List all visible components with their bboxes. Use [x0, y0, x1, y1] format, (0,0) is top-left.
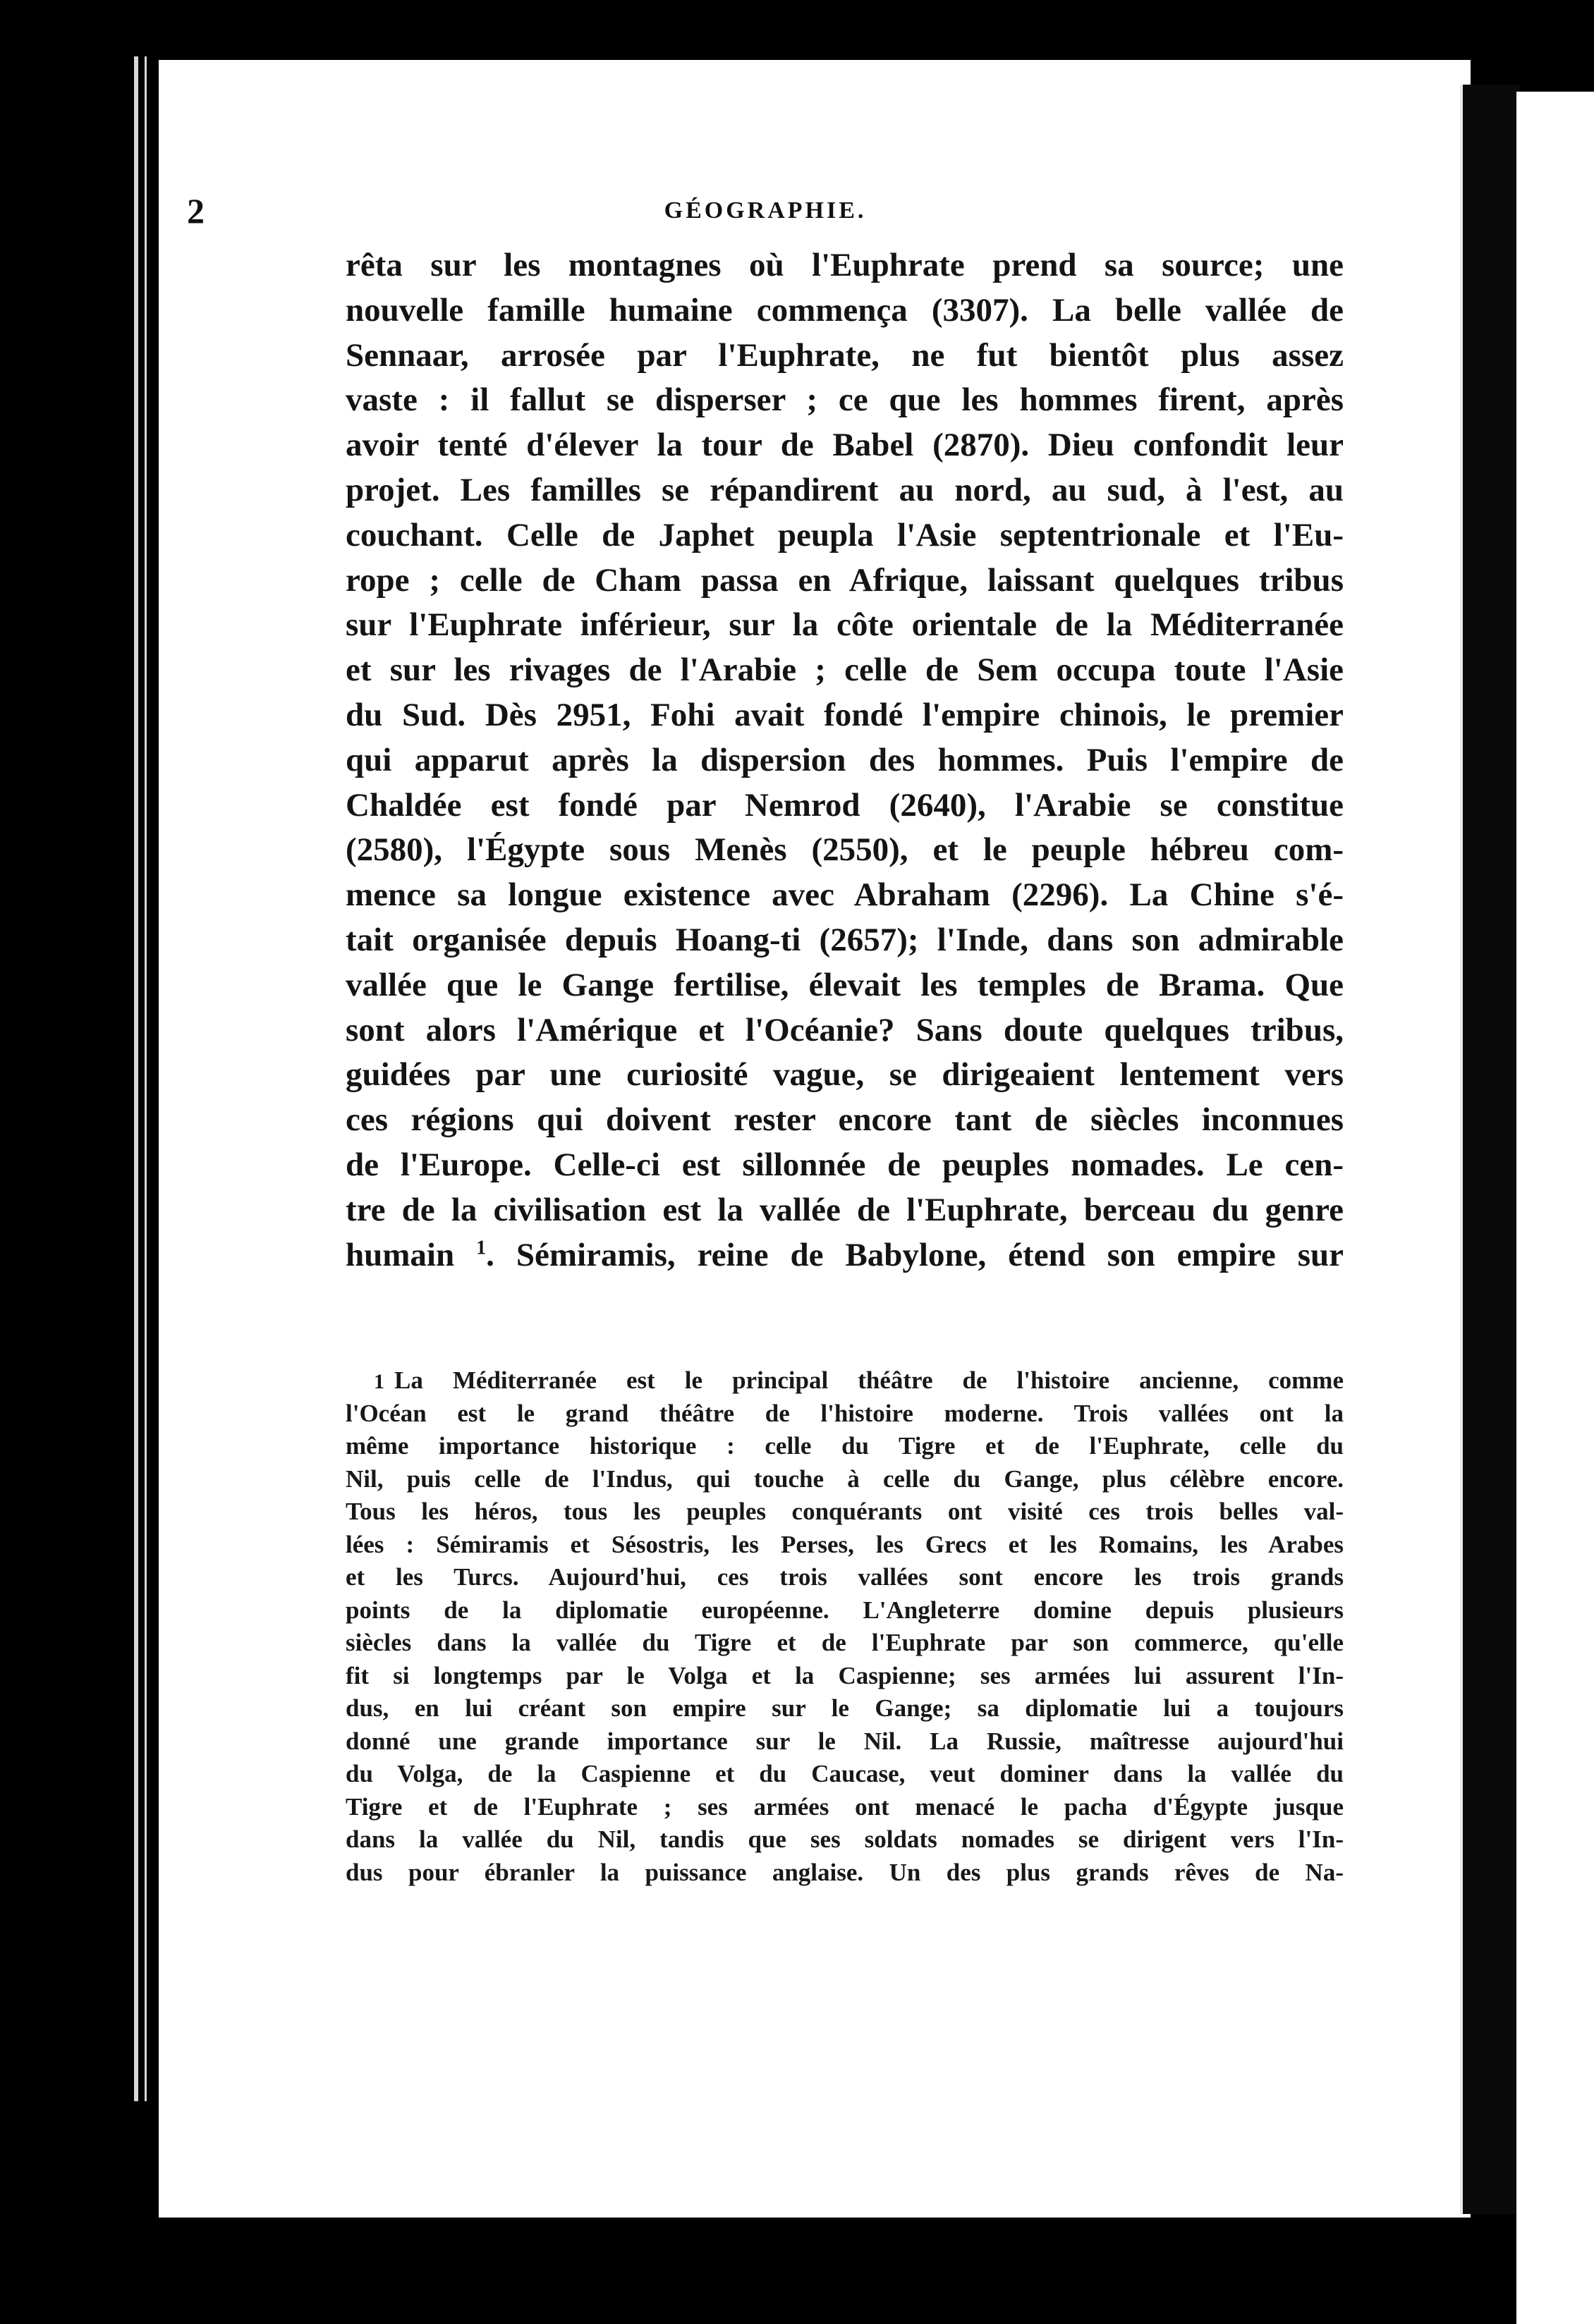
text-line: et sur les rivages de l'Arabie ; celle de Sem occupa toute l'Asie	[346, 652, 1344, 689]
running-head: GÉOGRAPHIE.	[664, 197, 867, 224]
text-line: qui apparut après la dispersion des hommes. Puis l'empire de	[346, 741, 1344, 778]
text-line: mence sa longue existence avec Abraham (2296). La Chine s'é-	[346, 876, 1344, 914]
footnote-number: 1	[374, 1370, 384, 1393]
footnote-line: Nil, puis celle de l'Indus, qui touche à celle du Gange, plus célèbre encore.	[346, 1464, 1344, 1493]
text-line: du Sud. Dès 2951, Fohi avait fondé l'empire chinois, le premier	[346, 696, 1344, 733]
text-line: ces régions qui doivent rester encore tant de siècles inconnues	[346, 1101, 1344, 1139]
footnote-line: l'Océan est le grand théâtre de l'histoire moderne. Trois vallées ont la	[346, 1399, 1344, 1427]
text-line: Chaldée est fondé par Nemrod (2640), l'Arabie se constitue	[346, 786, 1344, 824]
text-line-with-footnote-ref: humain $^1$. Sémiramis, reine de Babylone, étend son empire sur	[346, 1236, 1344, 1273]
text-line: vaste : il fallut se disperser ; ce que les hommes firent, après	[346, 381, 1344, 419]
footnote-line: lées : Sémiramis et Sésostris, les Perses, les Grecs et les Romains, les Arabes	[346, 1530, 1344, 1558]
footnote-line: Tigre et de l'Euphrate ; ses armées ont menacé le pacha d'Égypte jusque	[346, 1792, 1344, 1821]
footnote-line: du Volga, de la Caspienne et du Caucase, veut dominer dans la vallée du	[346, 1760, 1344, 1787]
footnote-line: points de la diplomatie européenne. L'Angleterre domine depuis plusieurs	[346, 1596, 1344, 1624]
text-line: tre de la civilisation est la vallée de l'Euphrate, berceau du genre	[346, 1191, 1344, 1228]
text-line: nouvelle famille humaine commença (3307). La belle vallée de	[346, 291, 1344, 329]
footnote-line: dans la vallée du Nil, tandis que ses soldats nomades se dirigent vers l'In-	[346, 1825, 1344, 1853]
text-line: vallée que le Gange fertilise, élevait les temples de Brama. Que	[346, 966, 1344, 1003]
page-fold-shadow	[1460, 85, 1519, 2214]
text-line: couchant. Celle de Japhet peupla l'Asie septentrionale et l'Eu-	[346, 516, 1344, 554]
footnote-line: dus, en lui créant son empire sur le Gange; sa diplomatie lui a toujours	[346, 1694, 1344, 1722]
scan-bottom-margin	[159, 2218, 1471, 2324]
text-line: (2580), l'Égypte sous Menès (2550), et le peuple hébreu com-	[346, 831, 1344, 869]
page-number: 2	[187, 191, 205, 231]
text-line: de l'Europe. Celle-ci est sillonnée de peuples nomades. Le cen-	[346, 1146, 1344, 1183]
next-page-edge	[1516, 92, 1594, 2324]
text-line: Sennaar, arrosée par l'Euphrate, ne fut bientôt plus assez	[346, 336, 1344, 374]
text-line: guidées par une curiosité vague, se dirigeaient lentement vers	[346, 1056, 1344, 1094]
text-line: projet. Les familles se répandirent au nord, au sud, à l'est, au	[346, 471, 1344, 508]
text-line: tait organisée depuis Hoang-ti (2657); l'Inde, dans son admirable	[346, 921, 1344, 958]
text-line: rope ; celle de Cham passa en Afrique, laissant quelques tribus	[346, 561, 1344, 599]
scan-left-margin	[0, 0, 145, 2324]
binding-edge-line	[134, 56, 138, 2101]
footnote-reference: 1	[476, 1236, 487, 1259]
footnote-line: et les Turcs. Aujourd'hui, ces trois vallées sont encore les trois grands	[346, 1563, 1344, 1591]
text-line: avoir tenté d'élever la tour de Babel (2870). Dieu confondit leur	[346, 427, 1344, 464]
footnote	[346, 1364, 1344, 1889]
footnote-line: siècles dans la vallée du Tigre et de l'Euphrate par son commerce, qu'elle	[346, 1629, 1344, 1656]
main-text	[346, 243, 1344, 1278]
text-fragment: humain	[346, 1236, 455, 1273]
text-line: sont alors l'Amérique et l'Océanie? Sans doute quelques tribus,	[346, 1011, 1344, 1048]
footnote-line: donné une grande importance sur le Nil. La Russie, maîtresse aujourd'hui	[346, 1727, 1344, 1755]
text-fragment: Sémiramis, reine de Babylone, étend son empire sur	[516, 1236, 1344, 1273]
text-line: rêta sur les montagnes où l'Euphrate prend sa source; une	[346, 247, 1344, 283]
footnote-line: même importance historique : celle du Tigre et de l'Euphrate, celle du	[346, 1432, 1344, 1460]
footnote-line: dus pour ébranler la puissance anglaise. Un des plus grands rêves de Na-	[346, 1858, 1344, 1886]
binding-edge-line-inner	[145, 56, 147, 2101]
footnote-line: fit si longtemps par le Volga et la Caspienne; ses armées lui assurent l'In-	[346, 1661, 1344, 1689]
text-line: sur l'Euphrate inférieur, sur la côte orientale de la Méditerranée	[346, 606, 1344, 644]
footnote-text: La Méditerranée est le principal théâtre de l'histoire ancienne, comme	[394, 1366, 1344, 1394]
footnote-line	[346, 1364, 1344, 1398]
page-header	[187, 190, 1344, 233]
footnote-line: Tous les héros, tous les peuples conquérants ont visité ces trois belles val-	[346, 1498, 1344, 1525]
